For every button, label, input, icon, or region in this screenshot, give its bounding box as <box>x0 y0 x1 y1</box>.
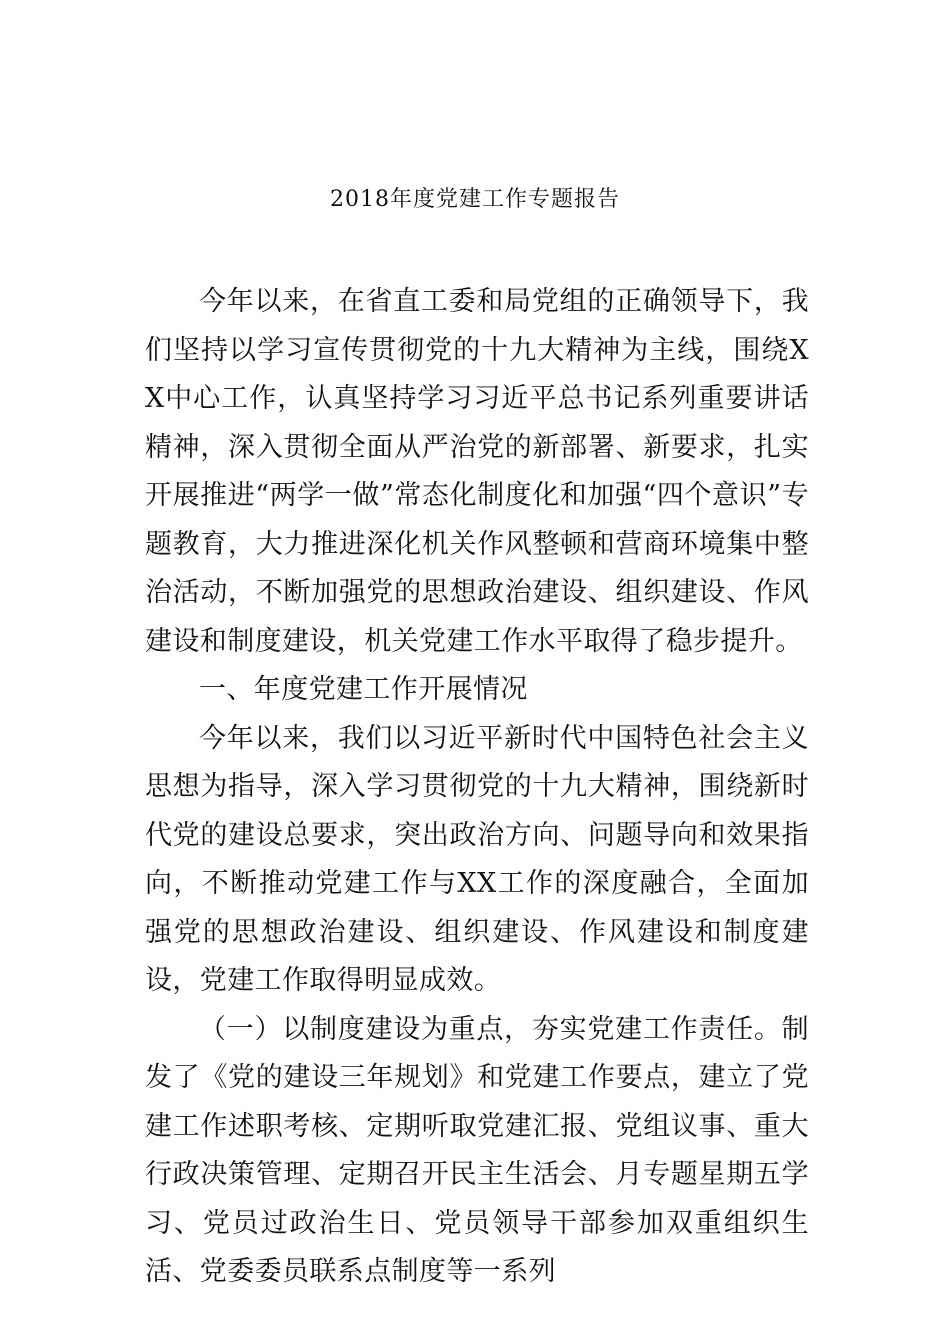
document-title: 2018年度党建工作专题报告 <box>330 187 620 212</box>
section-heading: 一、年度党建工作开展情况 <box>199 674 528 705</box>
intro-paragraph: 今年以来，在省直工委和局党组的正确领导下，我们坚持以学习宣传贯彻党的十九大精神为主线，围绕XX中心工作，认真坚持学习习近平总书记系列重要讲话精神，深入贯彻全面从严治党的新部署、新要求，扎实开展推进“两学一做”常态化制度化和加强“四个意识”专题教育，大力推进深化机关作风整顿和营商环境集中整治活动，不断加强党的思想政治建设、组织建设、作风建设和制度建设，机关党建工作水平取得了稳步提升。 <box>145 286 809 657</box>
document-body <box>145 278 809 1297</box>
section-paragraph: 今年以来，我们以习近平新时代中国特色社会主义思想为指导，深入学习贯彻党的十九大精神，围绕新时代党的建设总要求，突出政治方向、问题导向和效果指向，不断推动党建工作与XX工作的深度融合，全面加强党的思想政治建设、组织建设、作风建设和制度建设，党建工作取得明显成效。 <box>145 722 809 996</box>
subsection-paragraph: （一）以制度建设为重点，夯实党建工作责任。制发了《党的建设三年规划》和党建工作要点，建立了党建工作述职考核、定期听取党建汇报、党组议事、重大行政决策管理、定期召开民主生活会、月专题星期五学习、党员过政治生日、党员领导干部参加双重组织生活、党委委员联系点制度等一系列 <box>145 1013 809 1287</box>
